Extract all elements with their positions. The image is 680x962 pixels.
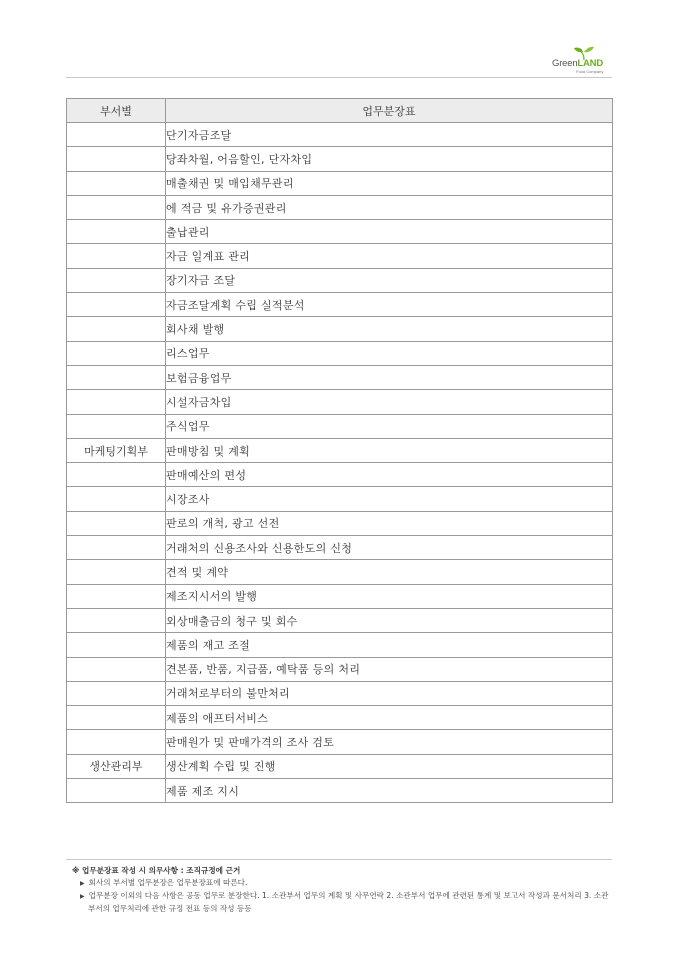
task-cell: 제품 제조 지시	[166, 779, 613, 803]
logo-subtitle: Food Company	[576, 69, 604, 74]
table-row	[67, 754, 613, 778]
company-logo	[552, 46, 614, 76]
task-cell: 리스업무	[166, 341, 613, 365]
footnotes	[72, 865, 612, 915]
table-row	[67, 730, 613, 754]
duty-table-body	[67, 123, 613, 803]
dept-cell	[67, 268, 166, 292]
table-row	[67, 195, 613, 219]
table-row	[67, 268, 613, 292]
table-row	[67, 633, 613, 657]
dept-cell	[67, 171, 166, 195]
footer-divider	[66, 859, 612, 860]
dept-cell	[67, 195, 166, 219]
task-cell: 매출채권 및 매입채무관리	[166, 171, 613, 195]
dept-cell	[67, 341, 166, 365]
table-row	[67, 341, 613, 365]
dept-cell: 마케팅기획부	[67, 438, 166, 462]
table-row	[67, 706, 613, 730]
task-cell: 거래처의 신용조사와 신용한도의 신청	[166, 536, 613, 560]
task-cell: 출납관리	[166, 220, 613, 244]
footnote-item: ▶ 업무분장 이외의 다음 사항은 공동 업무로 분장한다. 1. 소관부서 업무의 계획 및 사무연락 2. 소관부서 업무에 관련된 통계 및 보고서 작성과 문서처리 3. 소관부서의 업무처리에 관한 규정 전표 등의 작성 등등	[80, 891, 609, 913]
task-cell: 장기자금 조달	[166, 268, 613, 292]
task-cell: 거래처로부터의 불만처리	[166, 681, 613, 705]
dept-cell	[67, 633, 166, 657]
dept-cell	[67, 730, 166, 754]
table-row	[67, 293, 613, 317]
dept-cell	[67, 463, 166, 487]
dept-cell	[67, 681, 166, 705]
table-row	[67, 657, 613, 681]
triangle-bullet-icon: ▶	[80, 880, 85, 887]
table-row	[67, 608, 613, 632]
dept-cell	[67, 487, 166, 511]
table-row	[67, 536, 613, 560]
dept-cell	[67, 365, 166, 389]
dept-cell	[67, 123, 166, 147]
table-row	[67, 365, 613, 389]
task-cell: 판로의 개척, 광고 선전	[166, 511, 613, 535]
footnote-item: ▶ 회사의 부서별 업무분장은 업무분장표에 따른다.	[80, 878, 248, 887]
task-cell: 시설자금차입	[166, 390, 613, 414]
dept-cell	[67, 608, 166, 632]
task-cell: 주식업무	[166, 414, 613, 438]
logo-wordmark: GreenLAND	[552, 58, 603, 69]
dept-cell	[67, 560, 166, 584]
footnote-heading: ※ 업무분장표 작성 시 의무사항 : 조직규정에 근거	[72, 866, 241, 875]
dept-cell	[67, 414, 166, 438]
table-header-row	[67, 99, 613, 123]
table-row	[67, 414, 613, 438]
table-row	[67, 147, 613, 171]
table-row	[67, 779, 613, 803]
dept-cell: 생산관리부	[67, 754, 166, 778]
table-row	[67, 681, 613, 705]
task-cell: 외상매출금의 청구 및 회수	[166, 608, 613, 632]
dept-cell	[67, 779, 166, 803]
dept-cell	[67, 706, 166, 730]
duty-table	[66, 98, 613, 803]
duties-column-header: 업무분장표	[166, 99, 613, 123]
dept-cell	[67, 584, 166, 608]
dept-cell	[67, 536, 166, 560]
dept-cell	[67, 220, 166, 244]
table-row	[67, 220, 613, 244]
dept-cell	[67, 317, 166, 341]
table-row	[67, 511, 613, 535]
task-cell: 견적 및 계약	[166, 560, 613, 584]
header-divider	[66, 77, 612, 78]
task-cell: 생산계획 수립 및 진행	[166, 754, 613, 778]
task-cell: 판매예산의 편성	[166, 463, 613, 487]
table-row	[67, 123, 613, 147]
task-cell: 에 적금 및 유가증권관리	[166, 195, 613, 219]
task-cell: 제품의 애프터서비스	[166, 706, 613, 730]
task-cell: 자금조달계획 수립 실적분석	[166, 293, 613, 317]
task-cell: 판매방침 및 계획	[166, 438, 613, 462]
task-cell: 보험금융업무	[166, 365, 613, 389]
task-cell: 시장조사	[166, 487, 613, 511]
dept-cell	[67, 147, 166, 171]
dept-cell	[67, 293, 166, 317]
dept-cell	[67, 657, 166, 681]
dept-cell	[67, 511, 166, 535]
task-cell: 판매원가 및 판매가격의 조사 검토	[166, 730, 613, 754]
task-cell: 자금 일계표 관리	[166, 244, 613, 268]
dept-cell	[67, 390, 166, 414]
task-cell: 제조지시서의 발행	[166, 584, 613, 608]
table-row	[67, 317, 613, 341]
dept-cell	[67, 244, 166, 268]
task-cell: 당좌차월, 어음할인, 단자차입	[166, 147, 613, 171]
task-cell: 견본품, 반품, 지급품, 예탁품 등의 처리	[166, 657, 613, 681]
table-row	[67, 244, 613, 268]
table-row	[67, 560, 613, 584]
task-cell: 단기자금조달	[166, 123, 613, 147]
dept-column-header: 부서별	[67, 99, 166, 123]
table-row	[67, 463, 613, 487]
task-cell: 회사채 발행	[166, 317, 613, 341]
table-row	[67, 438, 613, 462]
task-cell: 제품의 재고 조절	[166, 633, 613, 657]
table-row	[67, 390, 613, 414]
table-row	[67, 171, 613, 195]
table-row	[67, 487, 613, 511]
triangle-bullet-icon: ▶	[80, 893, 85, 900]
table-row	[67, 584, 613, 608]
